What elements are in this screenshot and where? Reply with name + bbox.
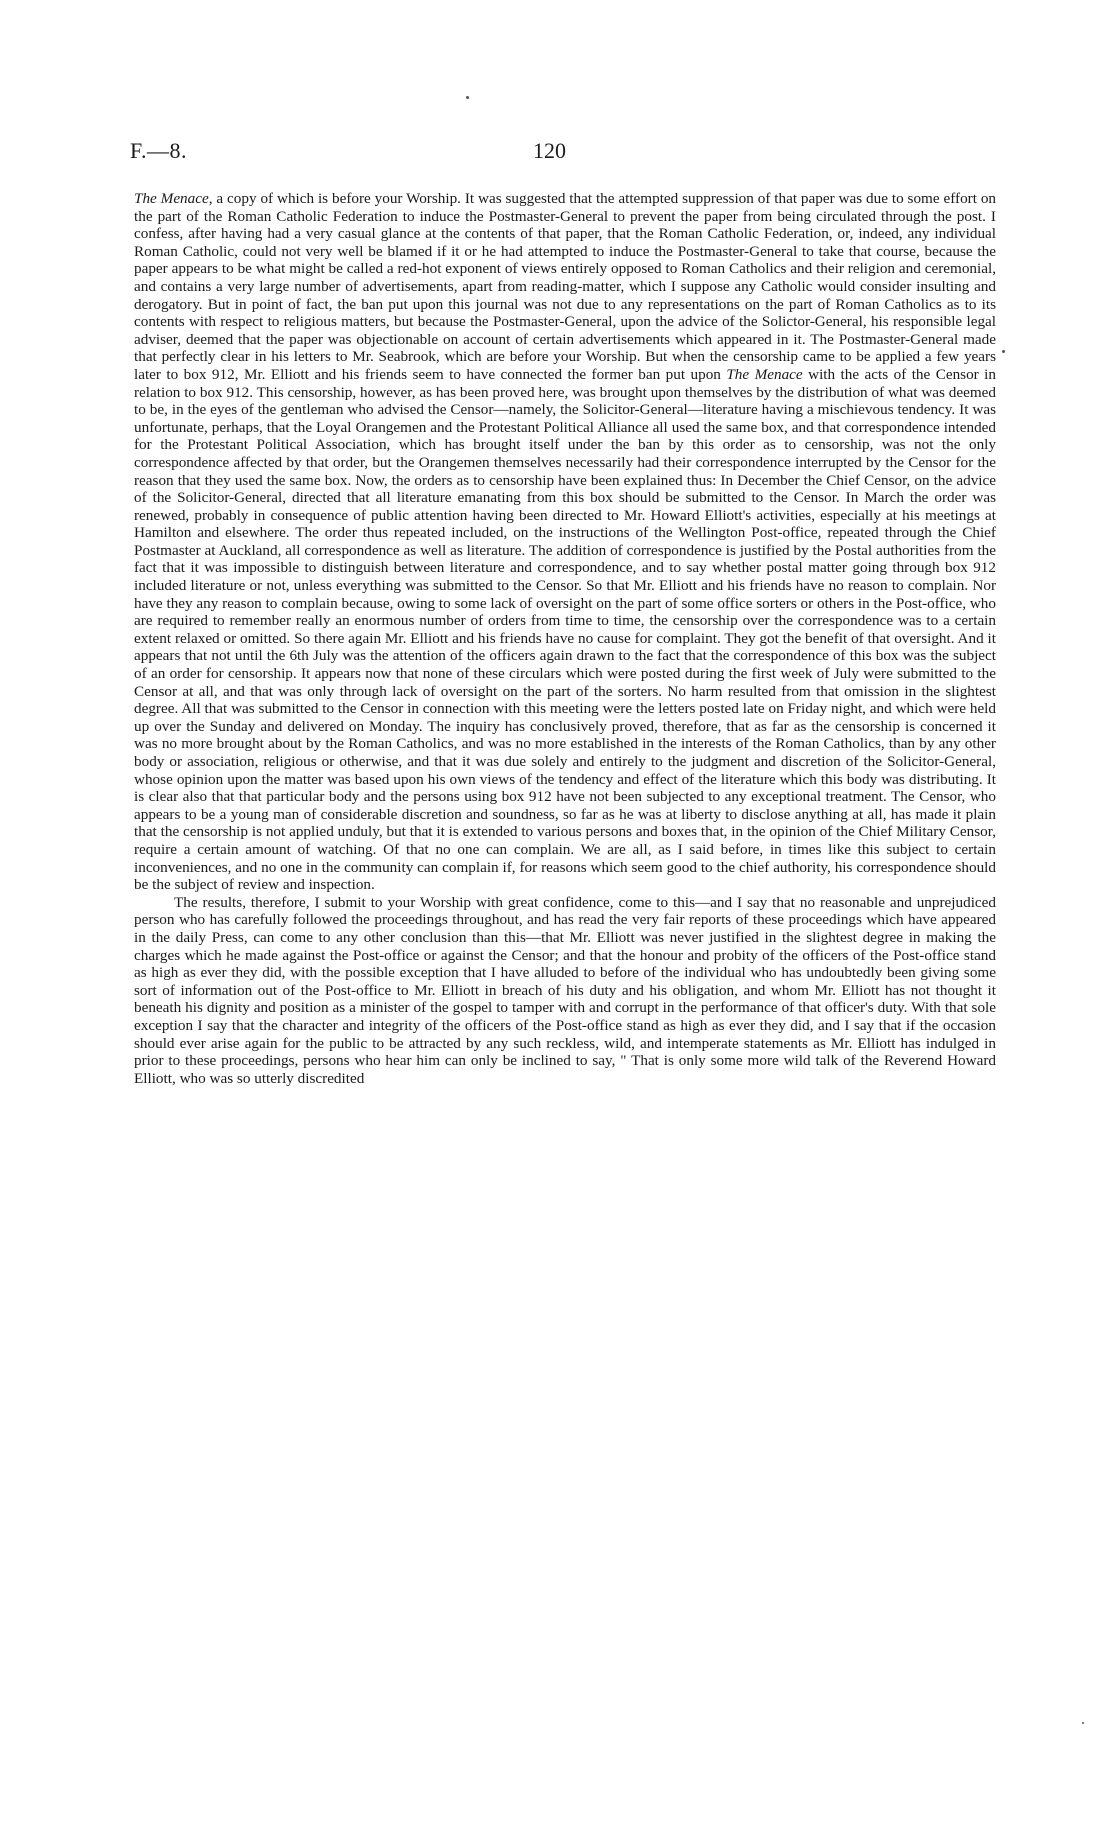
paragraph-text: with the acts of the Censor in relation to box 912. This censorship, however, as has been proved here, was brought upon themselves by the distribution of what was deemed to be, in the eyes of the gentleman who advised the Censor—namely, the Solicitor-General—literature having a mischievous tendency. It was unfortunate, perhaps, that the Loyal Orangemen and the Protestant Political Alliance all used the same box, and that correspondence intended for the Protestant Political Association, which has brought itself under the ban by this order as to censorship, was not the only correspondence affected by that order, but the Orangemen themselves necessarily had their correspondence interrupted by the Censor for the reason that they used the same box. Now, the orders as to censorship have been explained thus: In December the Chief Censor, on the advice of the Solicitor-General, directed that all literature emanating from this box should be submitted to the Censor. In March the order was renewed, probably in consequence of public attention having been directed to Mr. Howard Elliott's activities, especially at his meetings at Hamilton and elsewhere. The order thus repeated included, on the instructions of the Wellington Post-office, repeated through the Chief Postmaster at Auckland, all correspondence as well as literature. The addition of correspondence is justified by the Postal authorities from the fact that it was impossible to distinguish between literature and correspondence, and to say whether postal matter going through box 912 included literature or not, unless everything was submitted to the Censor. So that Mr. Elliott and his friends have no reason to complain. Nor have they any reason to complain because, owing to some lack of oversight on the part of some office sorters or others in the Post-office, who are required to remember really an enormous number of orders from time to time, the censorship over the correspondence was to a certain extent relaxed or omitted. So there again Mr. Elliott and his friends have no cause for complaint. They got the benefit of that oversight. And it appears that not until the 6th July was the attention of the officers again drawn to the fact that the correspondence of this box was the subject of an order for censorship. It appears now that none of these circulars which were posted during the first week of July were submitted to the Censor at all, and that was only through lack of oversight on the part of the sorters. No harm resulted from that omission in the slightest degree. All that was submitted to the Censor in connection with this meeting were the letters posted late on Friday night, and which were held up over the Sunday and delivered on Monday. The inquiry has conclusively proved, therefore, that as far as the censorship is concerned it was no more brought about by the Roman Catholics, and was no more established in the interests of the Roman Catholics, than by any other body or association, religious or otherwise, and that it was due solely and entirely to the judgment and discretion of the Solicitor-General, whose opinion upon the matter was based upon his own views of the tendency and effect of the literature which this body was distributing. It is clear also that that particular body and the persons using box 912 have not been subjected to any exceptional treatment. The Censor, who appears to be a young man of considerable discretion and soundness, so far as he was at liberty to disclose anything at all, has made it plain that the censorship is not applied unduly, but that it is extended to various persons and boxes that, in the opinion of the Chief Military Censor, require a certain amount of watching. Of that no one can complain. We are all, as I said before, in times like this subject to certain inconveniences, and no one in the community can complain if, for reasons which seem good to the chief authority, his correspondence should be the subject of review and inspection.: [134, 365, 996, 894]
paragraph: [134, 894, 996, 1088]
publication-title: The Menace: [726, 365, 803, 383]
scan-speck: [1082, 1722, 1084, 1724]
body-text: [134, 190, 996, 1087]
scan-speck: [1002, 350, 1005, 353]
page-number: 120: [533, 138, 566, 163]
document-reference: F.—8.: [130, 138, 187, 163]
scan-speck: [466, 96, 469, 99]
paragraph: [134, 190, 996, 894]
publication-title: The Menace: [134, 190, 209, 207]
paragraph-text: The results, therefore, I submit to your Worship with great confidence, come to this—and I say that no reasonable and unprejudiced person who has carefully followed the proceedings throughout, and has read the very fair reports of these proceedings which have appeared in the daily Press, can come to any other conclusion than this—that Mr. Elliott was never justified in the slightest degree in making the charges which he made against the Post-office or against the Censor; and that the honour and probity of the officers of the Post-office stand as high as ever they did, with the possible exception that I have alluded to before of the individual who has undoubtedly been giving some sort of information out of the Post-office to Mr. Elliott in breach of his duty and his obligation, and whom Mr. Elliott has not thought it beneath his dignity and position as a minister of the gospel to tamper with and corrupt in the performance of that officer's duty. With that sole exception I say that the character and integrity of the officers of the Post-office stand as high as ever they did, and I say that if the occasion should ever arise again for the public to be attracted by any such reckless, wild, and intemperate statements as Mr. Elliott has indulged in prior to these proceedings, persons who hear him can only be inclined to say, " That is only some more wild talk of the Reverend Howard Elliott, who was so utterly discredited: [134, 893, 996, 1087]
paragraph-text: , a copy of which is before your Worship. It was suggested that the attempted suppression of that paper was due to some effort on the part of the Roman Catholic Federation to induce the Postmaster-General to prevent the paper from being circulated through the post. I confess, after having had a very casual glance at the contents of that paper, that the Roman Catholic Federation, or, indeed, any individual Roman Catholic, could not very well be blamed if it or he had attempted to induce the Postmaster-General to take that course, because the paper appears to be what might be called a red-hot exponent of views entirely opposed to Roman Catholics and their religion and ceremonial, and contains a very large number of advertisements, apart from reading-matter, which I suppose any Catholic would consider insulting and derogatory. But in point of fact, the ban put upon this journal was not due to any representations on the part of Roman Catholics as to its contents with respect to religious matters, but because the Postmaster-General, upon the advice of the Solictor-General, his responsible legal adviser, deemed that the paper was objectionable on account of certain advertisements which appeared in it. The Postmaster-General made that perfectly clear in his letters to Mr. Seabrook, which are before your Worship. But when the censorship came to be applied a few years later to box 912, Mr. Elliott and his friends seem to have connected the former ban put upon: [134, 190, 997, 383]
page-header: [130, 138, 1000, 168]
